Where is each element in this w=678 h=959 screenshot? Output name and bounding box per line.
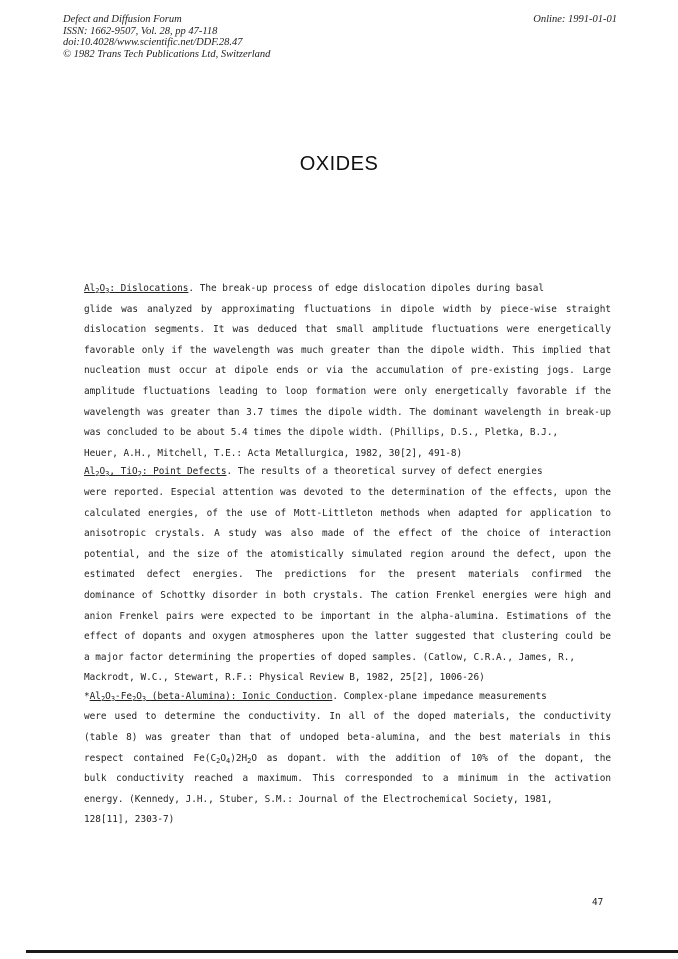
abstract-line: anion Frenkel pairs were expected to be important in the alpha-alumina. Estimations of the bbox=[84, 610, 611, 622]
running-header bbox=[63, 14, 270, 60]
issn-line: ISSN: 1662-9507, Vol. 28, pp 47-118 bbox=[63, 25, 218, 37]
abstract-line: a major factor determining the properties of doped samples. (Catlow, C.R.A., James, R., bbox=[84, 651, 576, 663]
abstract-heading: $Al_2O_3$, TiO$_2$: Point Defects bbox=[84, 466, 227, 479]
abstract-first-line bbox=[84, 687, 611, 708]
abstract-line: potential, and the size of the atomistically simulated region around the defect, upon the bbox=[84, 548, 611, 560]
abstract-line: were used to determine the conductivity. In all of the doped materials, the conductivity bbox=[84, 711, 611, 723]
abstract-line: favorable only if the wavelength was much greater than the dipole width. This implied that bbox=[84, 344, 611, 356]
abstract-line: Heuer, A.H., Mitchell, T.E.: Acta Metallurgica, 1982, 30[2], 491-8) bbox=[84, 447, 463, 459]
footer-rule bbox=[26, 950, 678, 953]
abstract-line: anisotropic crystals. A study was also made of the effect of the choice of interaction bbox=[84, 528, 611, 540]
abstract-dislocations bbox=[84, 279, 611, 464]
abstract-line: glide was analyzed by approximating fluctuations in dipole width by piece-wise straight bbox=[84, 303, 611, 315]
abstract-point-defects bbox=[84, 462, 611, 689]
page-number: 47 bbox=[592, 897, 604, 908]
abstract-line: amplitude fluctuations leading to loop formation were only energetically favorable if the bbox=[84, 385, 611, 397]
page-title: OXIDES bbox=[299, 153, 379, 175]
abstract-line: (table 8) was greater than that of undoped beta-alumina, and the best materials in this bbox=[84, 732, 611, 744]
abstract-line: effect of dopants and oxygen atmospheres upon the latter suggested that clustering could be bbox=[84, 631, 611, 643]
abstract-line: dislocation segments. It was deduced that small amplitude fluctuations were energetically bbox=[84, 324, 611, 336]
abstract-line: wavelength was greater than 3.7 times the dipole width. The dominant wavelength in break-up bbox=[84, 406, 611, 418]
abstract-line: estimated defect energies. The predictions for the present materials confirmed the bbox=[84, 569, 611, 581]
abstract-list bbox=[84, 279, 611, 831]
abstract-lead-text: . Complex-plane impedance measurements bbox=[332, 690, 547, 702]
abstract-line: nucleation must occur at dipole ends or via the accumulation of pre-existing jogs. Large bbox=[84, 365, 611, 377]
abstract-line: was concluded to be about 5.4 times the dipole width. (Phillips, D.S., Pletka, B.J., bbox=[84, 427, 559, 439]
copyright-line: © 1982 Trans Tech Publications Ltd, Switzerland bbox=[63, 48, 271, 60]
online-date: Online: 1991-01-01 bbox=[533, 14, 617, 25]
abstract-line: energy. (Kennedy, J.H., Stuber, S.M.: Journal of the Electrochemical Society, 1981, bbox=[84, 793, 553, 805]
asterisk-marker: * bbox=[84, 690, 90, 702]
abstract-heading: $Al_2O_3$: Dislocations bbox=[84, 283, 189, 295]
abstract-line: dominance of Schottky disorder in both crystals. The cation Frenkel energies were high and bbox=[84, 589, 611, 601]
abstract-first-line bbox=[84, 279, 611, 300]
journal-name: Defect and Diffusion Forum bbox=[63, 14, 182, 25]
doi-line: doi:10.4028/www.scientific.net/DDF.28.47 bbox=[63, 37, 243, 49]
abstract-line: were reported. Especial attention was devoted to the determination of the effects, upon the bbox=[84, 486, 611, 498]
abstract-line: 128[11], 2303-7) bbox=[84, 814, 175, 826]
abstract-lead-text: . The break-up process of edge dislocation dipoles during basal bbox=[188, 283, 545, 294]
abstract-lead-text: . The results of a theoretical survey of defect energies bbox=[226, 466, 543, 478]
abstract-line: Mackrodt, W.C., Stewart, R.F.: Physical Review B, 1982, 25[2], 1006-26) bbox=[84, 672, 485, 684]
abstract-first-line bbox=[84, 462, 611, 483]
abstract-line: bulk conductivity reached a maximum. This corresponded to a minimum in the activation bbox=[84, 773, 611, 785]
abstract-line: calculated energies, of the use of Mott-Littleton methods when adapted for application to bbox=[84, 507, 611, 519]
abstract-ionic-conduction bbox=[84, 687, 611, 831]
abstract-formula-line: respect contained $Fe(C_2O_4)2H_2O$ as dopant. with the addition of 10% of the dopant, the bbox=[84, 752, 611, 765]
abstract-heading: $Al_2O_3-Fe_2O_3$ (beta-Alumina): Ionic Conduction bbox=[89, 690, 333, 703]
